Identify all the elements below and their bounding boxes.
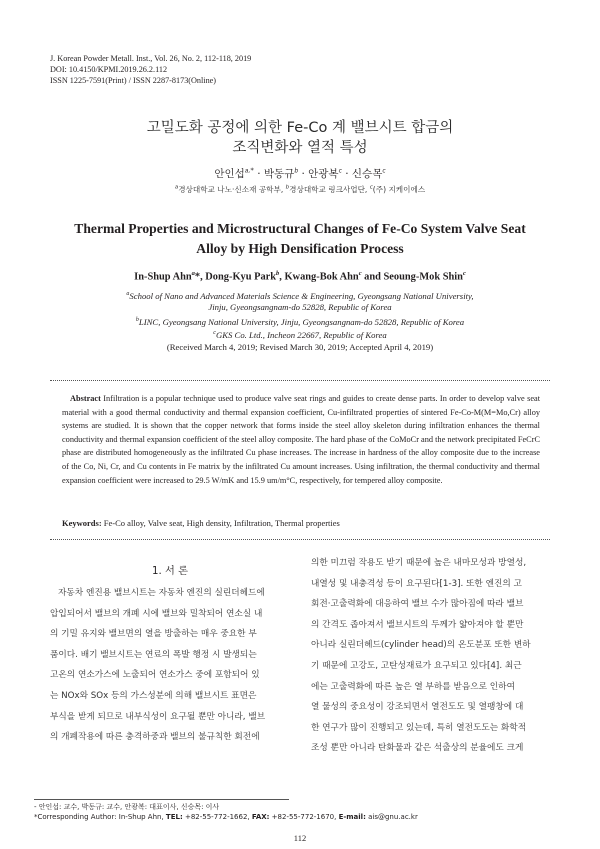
body-right-line: 의 간격도 좁아져서 밸브시트의 두께가 얇아져야 할 뿐만 [311, 619, 524, 630]
korean-authors [0, 166, 600, 181]
abstract-text: Infiltration is a popular technique used to produce valve seat rings and guides to create dense parts. In order to develop valve seat material with a good thermal conductivity and thermal expansion coefficient, Cu-infiltrated properties of sintered Fe-Co-M(M=Mo,Cr) alloy systems are studied. It is shown that the copper network that forms inside the steel alloy skeleton during infiltration enhances the thermal conductivity and thermal expansion coefficient of the steel alloy composite. The hard phase of the CoMoCr and the network precipitated FeCrC phase are distributed homogeneously as the infiltrated Cu phase increases. The increase in hardness of the alloy composite due to the increase of the Co, Ni, Cr, and Cu contents in Fe matrix by the infiltrated Cu amount increases. Using infiltration, the thermal conductivity and thermal expansion coefficient were increased to 29.5 W/mK and 15.9 um/m°C, respectively, for tempered alloy composite. [62, 394, 541, 485]
body-right-line: 한 연구가 많이 진행되고 있는데, 특히 열전도도는 화학적 [311, 722, 527, 733]
body-left-line: 품이다. 배기 밸브시트는 연료의 폭발 행정 시 발생되는 [50, 649, 257, 660]
korean-title-line2: 조직변화와 열적 특성 [232, 140, 368, 156]
body-left-line: 부식을 받게 되므로 내부식성이 요구될 뿐만 아니라, 밸브 [50, 711, 266, 722]
korean-affil-b: 경상대학교 링크사업단, [289, 185, 370, 194]
body-left-line: 자동차 엔진용 밸브시트는 자동차 엔진의 실린더헤드에 [58, 588, 265, 598]
body-right-line: 기 때문에 고강도, 고탄성재료가 요구되고 있다[4]. 최근 [311, 660, 522, 671]
english-affil-a-line1: $^a$School of Nano and Advanced Materials Science & Engineering, Gyeongsang National University, [126, 290, 474, 301]
korean-affil-c: (주) 지케이에스 [372, 185, 426, 194]
korean-author3: · 안광복 [298, 168, 339, 180]
english-title-line2: Alloy by High Densification Process [196, 241, 404, 256]
body-left-line: 의 기밀 유지와 밸브면의 열을 방출하는 매우 중요한 부 [50, 629, 257, 640]
journal-citation: J. Korean Powder Metall. Inst., Vol. 26, No. 2, 112-118, 2019 [50, 54, 252, 63]
korean-author2: · 박동규 [253, 168, 295, 180]
keywords-text: Fe-Co alloy, Valve seat, High density, Infiltration, Thermal properties [101, 518, 340, 528]
body-left-line: 고온의 연소가스에 노출되어 연소가스 중에 포함되어 있 [50, 670, 260, 681]
keywords-label: Keywords: [62, 518, 102, 528]
issn: ISSN 1225-7591(Print) / ISSN 2287-8173(Online) [50, 76, 217, 85]
english-author2: , Dong-Kyu Park [200, 271, 277, 283]
footnote-rule [34, 799, 289, 800]
section-heading-introduction: 1. 서 론 [152, 566, 188, 577]
abstract [62, 392, 540, 487]
korean-author1-star: * [250, 166, 254, 175]
english-affil-c: $^c$GKS Co. Ltd., Incheon 22667, Republic of Korea [213, 329, 387, 340]
body-column-left [50, 583, 290, 748]
english-author1-star: * [194, 271, 201, 283]
korean-author2-sup: b [294, 167, 299, 175]
english-affil-a-line2: Jinju, Gyeongsangnam-do 52828, Republic of Korea [208, 302, 392, 312]
korean-title-line1: 고밀도화 공정에 의한 Fe-Co 계 밸브시트 합금의 [146, 120, 454, 136]
english-title-line1: Thermal Properties and Microstructural Changes of Fe-Co System Valve Seat [74, 221, 526, 236]
english-affil-b: $^b$LINC, Gyeongsang National University, Jinju, Gyeongsangnam-do 52828, Republic of Korea [135, 316, 465, 327]
english-author4: and Seoung-Mok Shin [361, 271, 463, 283]
keywords [62, 518, 540, 528]
korean-author4-sup: c [382, 167, 386, 175]
footnote-author-roles: - 안인섭: 교수, 박동규: 교수, 안광복: 대표이사, 신승목: 이사 [34, 803, 220, 811]
body-right-line: 회전·고출력화에 대응하여 밸브 수가 많아짐에 따라 밸브 [311, 599, 524, 610]
journal-header [50, 53, 251, 86]
body-right-line: 아니라 실린더헤드(cylinder head)의 온도분포 또한 변하 [311, 640, 531, 651]
body-right-line: 조성 뿐만 아니라 탄화물과 같은 석출상의 분율에도 크게 [311, 743, 524, 754]
abstract-bottom-rule [50, 539, 550, 540]
korean-author1-sup: a, [244, 167, 251, 175]
body-right-line: 내열성 및 내충격성 등이 요구된다[1-3]. 또한 엔진의 고 [311, 578, 522, 589]
english-authors: In-Shup Ahn$^a$*, Dong-Kyu Park$^b$, Kwang-Bok Ahn$^c$ and Seoung-Mok Shin$^c$ [134, 270, 466, 283]
korean-author4: · 신승목 [341, 168, 383, 180]
corresponding-email: ais@gnu.ac.kr [365, 813, 418, 821]
footnote-corresponding: *Corresponding Author: In-Shup Ahn, TEL: +82-55-772-1662, FAX: +82-55-772-1670, E-mail: ais@gnu.ac.kr [34, 813, 418, 821]
english-author3: , Kwang-Bok Ahn [279, 271, 359, 283]
body-left-line: 는 NOx와 SOx 등의 가스성분에 의해 밸브시트 표면은 [50, 690, 257, 701]
abstract-label: Abstract [70, 394, 101, 403]
body-left-line: 의 개폐작용에 따른 충격하중과 밸브의 불규칙한 회전에 [50, 732, 260, 743]
body-column-right [311, 553, 551, 759]
body-right-line: 열 물성의 중요성이 강조되면서 열전도도 및 열팽창에 대 [311, 702, 524, 713]
doi: DOI: 10.4150/KPMI.2019.26.2.112 [50, 65, 168, 74]
body-left-line: 압입되어서 밸브의 개폐 시에 밸브와 밀착되어 연소실 내 [50, 608, 263, 619]
korean-author1: 안인섭 [214, 168, 245, 180]
received-dates: (Received March 4, 2019; Revised March 30, 2019; Accepted April 4, 2019) [166, 342, 434, 352]
page-number: 112 [293, 833, 307, 843]
body-right-line: 에는 고출력화에 따른 높은 열 부하를 받음으로 인하여 [311, 681, 515, 692]
korean-author3-sup: c [338, 167, 342, 175]
korean-affiliations: $^a$경상대학교 나노·신소재 공학부, $^b$경상대학교 링크사업단, $^c$(주) 지케이에스 [174, 184, 426, 194]
korean-affil-a: 경상대학교 나노·신소재 공학부, [178, 185, 286, 194]
english-author1: In-Shup Ahn [134, 271, 192, 283]
body-right-line: 의한 미끄럼 작용도 받기 때문에 높은 내마모성과 방열성, [311, 558, 527, 568]
abstract-top-rule [50, 380, 550, 381]
